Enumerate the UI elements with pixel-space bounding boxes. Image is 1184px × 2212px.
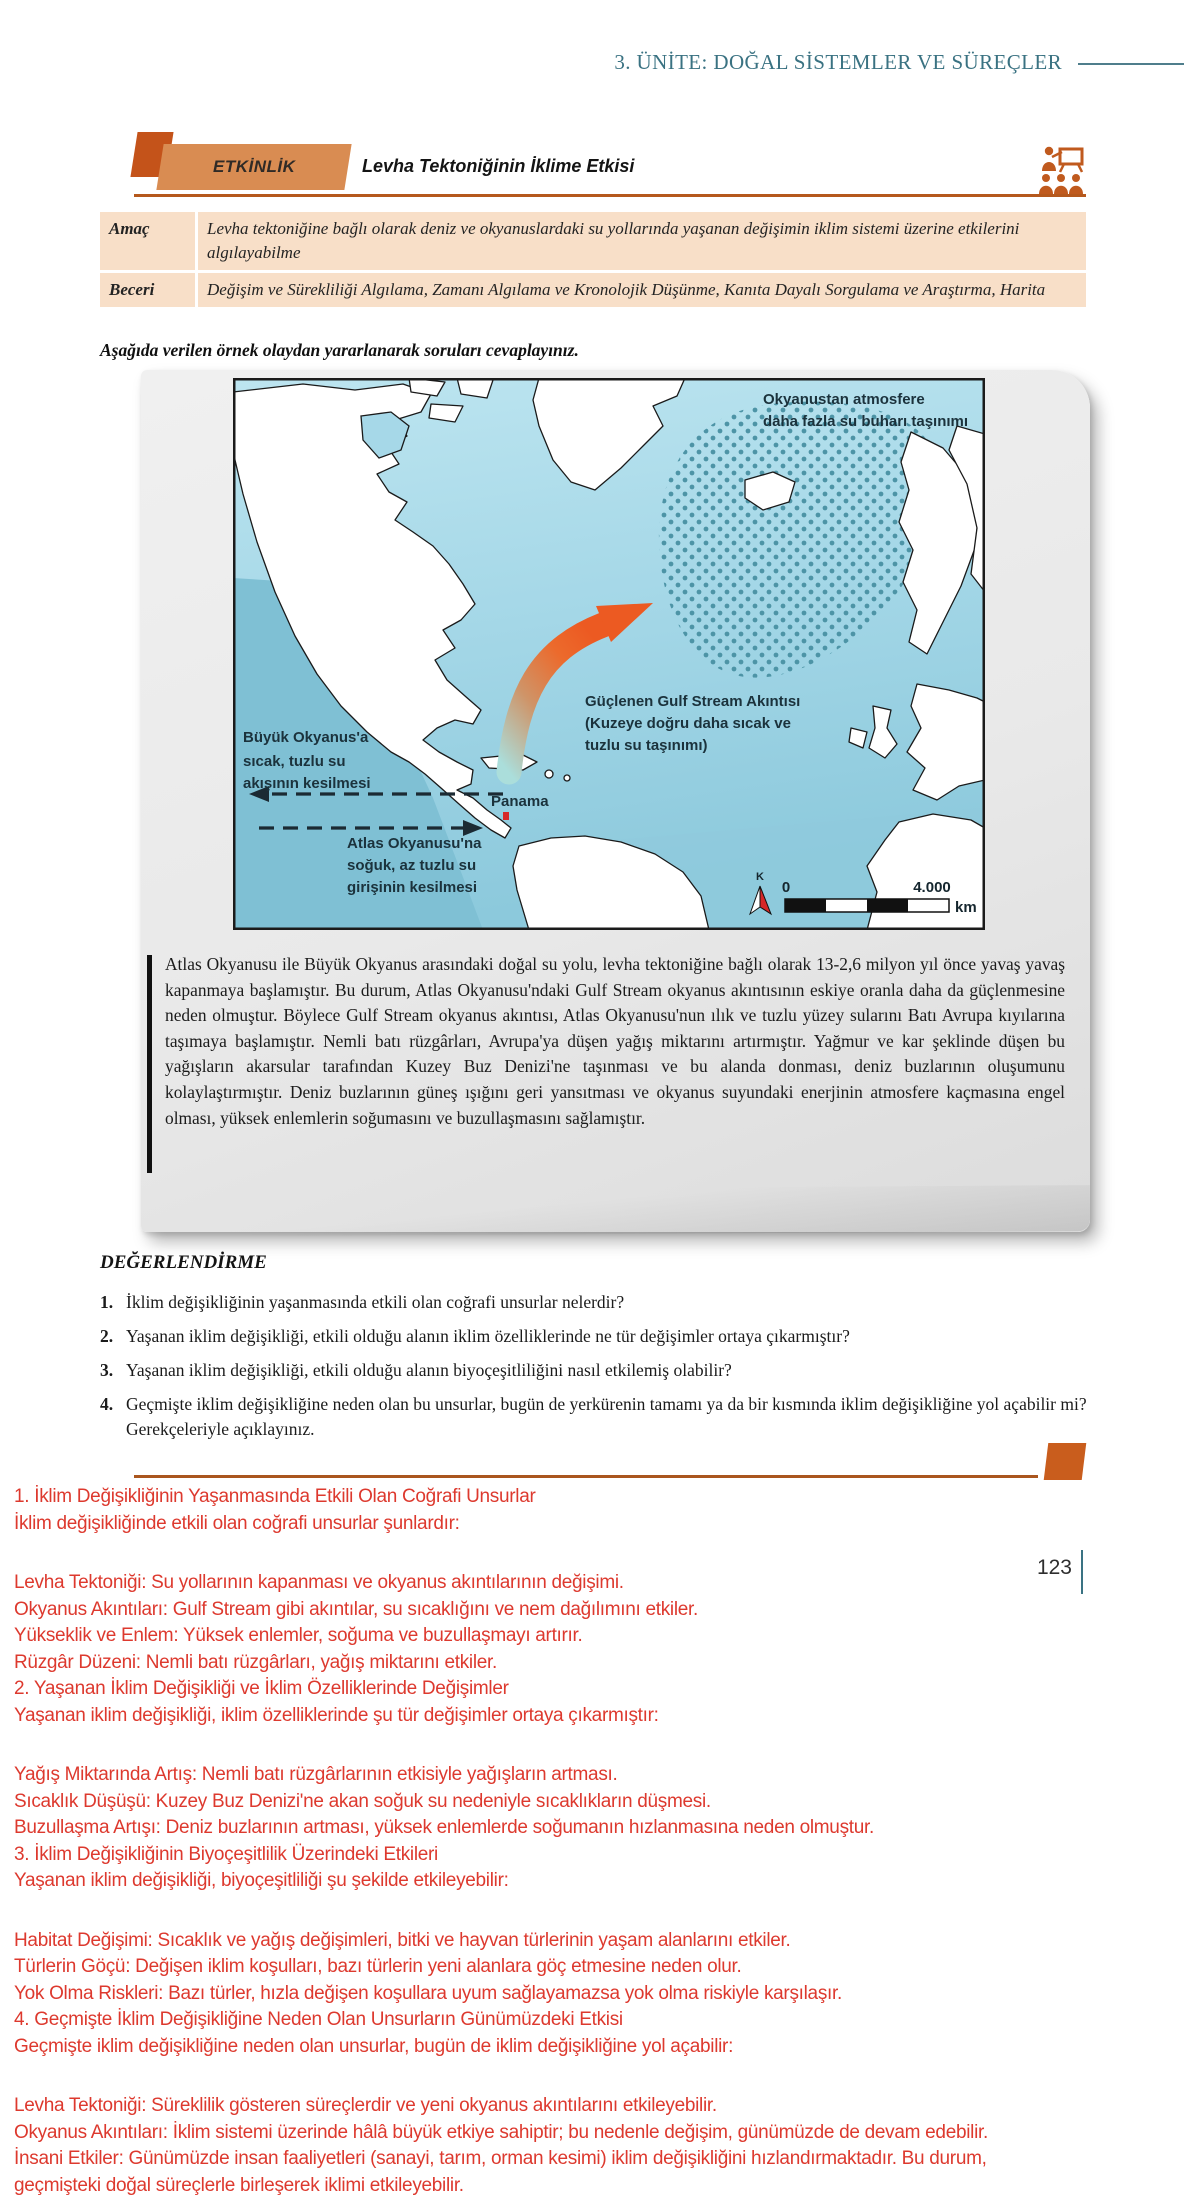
answer-line: Okyanus Akıntıları: İklim sistemi üzerinde hâlâ büyük etkiye sahiptir; bu nedenle değişim, günümüzde de devam edebilir.: [14, 2121, 988, 2143]
answer-line: Habitat Değişimi: Sıcaklık ve yağış değişimleri, bitki ve hayvan türlerinin yaşam alanlarını etkiler.: [14, 1929, 791, 1951]
pacific-cutoff-label: sıcak, tuzlu su: [243, 753, 346, 770]
question-item: [100, 1358, 1090, 1383]
answer-line: 2. Yaşanan İklim Değişikliği ve İklim Özelliklerinde Değişimler: [14, 1678, 509, 1699]
answer-line: Sıcaklık Düşüşü: Kuzey Buz Denizi'ne akan soğuk su nedeniyle sıcaklıkların düşmesi.: [14, 1790, 711, 1812]
pacific-cutoff-label: akışının kesilmesi: [243, 775, 371, 792]
answer-line: Türlerin Göçü: Değişen iklim koşulları, bazı türlerin yeni alanlara göç etmesine neden olur.: [14, 1956, 742, 1977]
scale-end: 4.000: [913, 879, 951, 896]
question-text: İklim değişikliğinin yaşanmasında etkili olan coğrafi unsurlar nelerdir?: [126, 1292, 625, 1312]
evaluation-heading: DEĞERLENDİRME: [100, 1252, 267, 1273]
question-number: 4.: [100, 1394, 114, 1414]
answer-line: Levha Tektoniği: Süreklilik gösteren süreçlerdir ve yeni okyanus akıntılarını etkileyebilir.: [14, 2095, 717, 2116]
atlantic-cutoff-label: soğuk, az tuzlu su: [347, 857, 477, 874]
gulf-stream-label: (Kuzeye doğru daha sıcak ve: [585, 715, 791, 732]
answer-line: Okyanus Akıntıları: Gulf Stream gibi akıntılar, su sıcaklığını ve nem dağılımını etkiler.: [14, 1598, 699, 1620]
row-text: Levha tektoniğine bağlı olarak deniz ve okyanuslardaki su yollarında yaşanan değişimin iklim sistemi üzerine etkilerini algılayabilme: [198, 212, 1086, 270]
vapor-label: daha fazla su buharı taşınımı: [763, 413, 969, 430]
answer-line: 3. İklim Değişikliğinin Biyoçeşitlilik Üzerindeki Etkileri: [14, 1843, 438, 1865]
activity-title: Levha Tektoniğinin İklime Etkisi: [362, 156, 635, 176]
caribbean-island: [545, 770, 553, 778]
case-study-sheet: [141, 370, 1090, 1232]
activity-badge-label: ETKİNLİK: [212, 157, 296, 176]
case-text-accent-bar: [147, 955, 152, 1173]
question-text: Yaşanan iklim değişikliği, etkili olduğu alanın biyoçeşitliliğini nasıl etkilemiş olabilir?: [126, 1360, 732, 1380]
question-item: [100, 1290, 1090, 1315]
row-text: Değişim ve Sürekliliği Algılama, Zamanı Algılama ve Kronolojik Düşünme, Kanıta Dayalı Sorgulama ve Araştırma, Harita: [198, 273, 1086, 307]
evaluation-section: [100, 1252, 1090, 1451]
pacific-cutoff-label: Büyük Okyanus'a: [243, 729, 369, 746]
answer-line: [14, 1895, 1176, 1928]
question-number: 3.: [100, 1360, 114, 1380]
caribbean-island: [564, 775, 570, 781]
question-item: [100, 1324, 1090, 1349]
case-study-text: Atlas Okyanusu ile Büyük Okyanus arasındaki doğal su yolu, levha tektoniğine bağlı olarak 13-2,6 milyon yıl önce yavaş yavaş kapanmaya başlamıştır. Bu durum, Atlas Okyanusu'ndaki Gulf Stream okyanus akıntısının eskiye oranla daha da güçlenmesine neden olmuştur. Böylece Gulf Stream okyanus akıntısı, Atlas Okyanusu'nun ılık ve tuzlu yüzey sularını Batı Avrupa kıyılarına taşımaya başlamıştır. Nemli batı rüzgârları, Avrupa'ya düşen yağış miktarını artırmıştır. Yağmur ve kar şeklinde düşen bu yağışların akarsular tarafından Kuzey Buz Denizi'ne taşınması ve bu alanda donması, deniz buzlarının oluşumunu kolaylaştırmıştır. Deniz buzlarının güneş ışığını geri yansıtması ve okyanus suyundaki enerjinin atmosfere kaçmasına engel olması, yüksek enlemlerin soğumasını ve buzullaşmasını sağlamıştır.: [165, 954, 1065, 1128]
answer-line: [14, 1537, 1176, 1570]
info-table: [100, 212, 1086, 307]
atlantic-cutoff-label: Atlas Okyanusu'na: [347, 835, 482, 852]
student-answers: [14, 1484, 1176, 2199]
atlantic-cutoff-label: girişinin kesilmesi: [347, 879, 478, 896]
vapor-label: Okyanustan atmosfere: [763, 391, 925, 408]
unit-header-rule: [1078, 63, 1184, 65]
answer-line: 4. Geçmişte İklim Değişikliğine Neden Olan Unsurların Günümüzdeki Etkisi: [14, 2009, 623, 2030]
activity-badge: [156, 144, 351, 190]
classroom-presentation-icon: [1038, 144, 1086, 196]
scale-start: 0: [781, 879, 791, 896]
footer-rule: [134, 1475, 1038, 1478]
scale-segment: [785, 899, 826, 912]
panama-marker: [503, 812, 509, 820]
answer-line: Yaşanan iklim değişikliği, iklim özelliklerinde şu tür değişimler ortaya çıkarmıştır:: [14, 1704, 659, 1726]
question-number: 1.: [100, 1292, 114, 1312]
table-row: [100, 212, 1086, 270]
answer-line: Rüzgâr Düzeni: Nemli batı rüzgârları, yağış miktarını etkiler.: [14, 1651, 497, 1673]
gulf-stream-label: tuzlu su taşınımı): [585, 737, 708, 754]
answer-line: Yağış Miktarında Artış: Nemli batı rüzgârlarının etkisiyle yağışların artması.: [14, 1764, 618, 1785]
answer-line: Geçmişte iklim değişikliğine neden olan unsurlar, bugün de iklim değişikliğine yol açabilir:: [14, 2035, 734, 2057]
scale-segment: [867, 899, 908, 912]
row-label: Amaç: [100, 212, 195, 270]
gulf-stream-label: Güçlenen Gulf Stream Akıntısı: [585, 693, 801, 710]
europe: [907, 684, 985, 800]
answer-line: Yok Olma Riskleri: Bazı türler, hızla değişen koşullara uyum sağlayamazsa yok olma riskiyle karşılaşır.: [14, 1982, 842, 2004]
question-text: Geçmişte iklim değişikliğine neden olan bu unsurlar, bugün de yerkürenin tamamı ya da bir kısmında iklim değişikliğine yol açabilir mi? Gerekçeleriyle açıklayınız.: [126, 1394, 1087, 1439]
answer-line: Yükseklik ve Enlem: Yüksek enlemler, soğuma ve buzullaşmayı artırır.: [14, 1625, 583, 1646]
answer-line: Buzullaşma Artışı: Deniz buzlarının artması, yüksek enlemlerde soğumanın hızlanmasına neden olmuştur.: [14, 1817, 874, 1838]
corner-mark: [1044, 1443, 1087, 1480]
unit-header: 3. ÜNİTE: DOĞAL SİSTEMLER VE SÜREÇLER: [614, 50, 1062, 74]
answer-line: Levha Tektoniği: Su yollarının kapanması ve okyanus akıntılarının değişimi.: [14, 1572, 624, 1593]
answer-line: [14, 1729, 1176, 1762]
question-item: [100, 1392, 1090, 1442]
question-number: 2.: [100, 1326, 114, 1346]
page-number: 123: [1036, 1556, 1072, 1579]
answer-line: geçmişteki doğal süreçlerle birleşerek iklimi etkileyebilir.: [14, 2174, 464, 2196]
answer-line: İklim değişikliğinde etkili olan coğrafi unsurlar şunlardır:: [14, 1512, 460, 1534]
scale-unit: km: [955, 899, 977, 916]
answer-line: [14, 2060, 1176, 2093]
compass-label: K: [756, 871, 764, 883]
answer-line: İnsani Etkiler: Günümüzde insan faaliyetleri (sanayi, tarım, orman kesimi) iklim değişikliğini hızlandırmaktadır. Bu durum,: [14, 2148, 987, 2169]
instruction-text: Aşağıda verilen örnek olaydan yararlanarak soruları cevaplayınız.: [100, 340, 579, 360]
question-text: Yaşanan iklim değişikliği, etkili olduğu alanın iklim özelliklerinde ne tür değişimler ortaya çıkarmıştır?: [126, 1326, 850, 1346]
answer-line: 1. İklim Değişikliğinin Yaşanmasında Etkili Olan Coğrafi Unsurlar: [14, 1486, 536, 1507]
table-row: [100, 273, 1086, 307]
panama-label: Panama: [491, 793, 549, 810]
activity-rule: [134, 194, 1086, 197]
answer-line: Yaşanan iklim değişikliği, biyoçeşitliliği şu şekilde etkileyebilir:: [14, 1870, 509, 1891]
ocean-currents-map: [233, 378, 985, 930]
row-label: Beceri: [100, 273, 195, 307]
